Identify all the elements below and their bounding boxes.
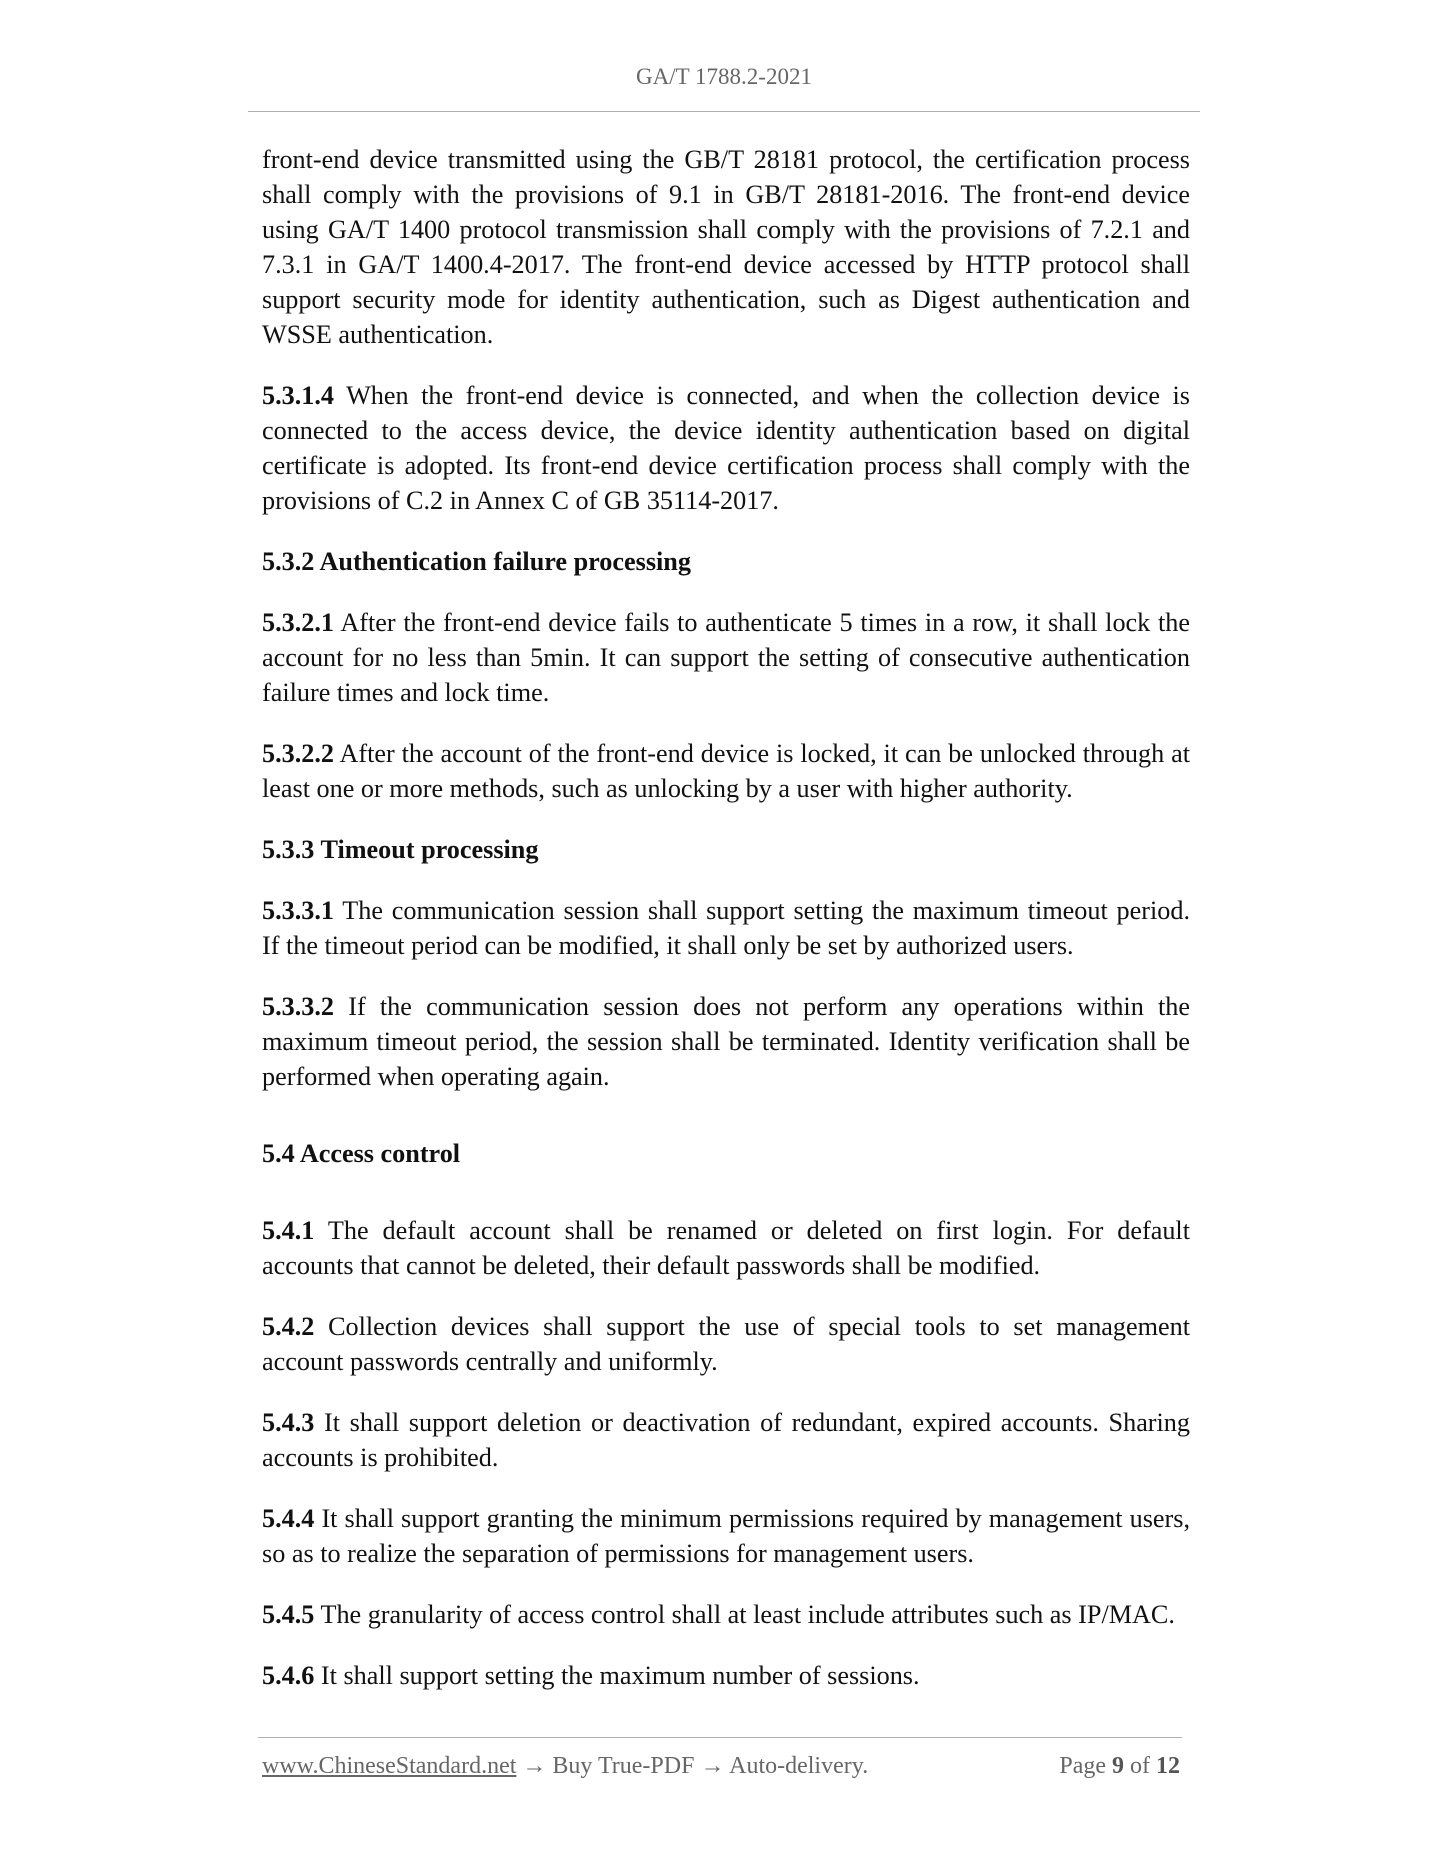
page-total: 12 xyxy=(1156,1753,1180,1779)
page-current: 9 xyxy=(1112,1753,1124,1779)
section-heading-5-3-3: 5.3.3 Timeout processing xyxy=(262,835,539,864)
clause-5-3-2-1 xyxy=(262,605,1190,710)
section-heading-5-4: 5.4 Access control xyxy=(262,1139,461,1168)
clause-5-4-3 xyxy=(262,1405,1190,1475)
clause-number: 5.3.2.2 xyxy=(262,739,335,768)
clause-number: 5.3.3.1 xyxy=(262,896,335,925)
clause-text: After the account of the front-end device is locked, it can be unlocked through at least one or more methods, such as unlocking by a user with higher authority. xyxy=(262,739,1190,803)
clause-text: If the communication session does not perform any operations within the maximum timeout period, the session shall be terminated. Identity verification shall be performed when operating again. xyxy=(262,992,1190,1091)
footer-divider xyxy=(258,1737,1182,1738)
clause-text: After the front-end device fails to authenticate 5 times in a row, it shall lock the account for no less than 5min. It can support the setting of consecutive authentication failure times and lock time. xyxy=(262,608,1190,707)
clause-number: 5.3.3.2 xyxy=(262,992,335,1021)
clause-number: 5.4.2 xyxy=(262,1312,315,1341)
clause-5-3-3-2 xyxy=(262,989,1190,1094)
clause-text: The default account shall be renamed or deleted on first login. For default accounts that cannot be deleted, their default passwords shall be modified. xyxy=(262,1216,1190,1280)
clause-text: The granularity of access control shall at least include attributes such as IP/MAC. xyxy=(314,1600,1175,1629)
clause-5-4-4 xyxy=(262,1501,1190,1571)
clause-5-3-2-2 xyxy=(262,736,1190,806)
clause-5-3-3-1 xyxy=(262,893,1190,963)
clause-number: 5.4.5 xyxy=(262,1600,315,1629)
document-id-header: GA/T 1788.2-2021 xyxy=(636,64,812,89)
clause-5-4-5 xyxy=(262,1597,1190,1632)
clause-number: 5.3.1.4 xyxy=(262,381,335,410)
page-indicator xyxy=(1059,1753,1180,1780)
clause-text: It shall support deletion or deactivation of redundant, expired accounts. Sharing accounts is prohibited. xyxy=(262,1408,1190,1472)
clause-text: Collection devices shall support the use of special tools to set management account passwords centrally and uniformly. xyxy=(262,1312,1190,1376)
footer-promo xyxy=(262,1753,868,1780)
footer-tagline: → Buy True-PDF → Auto-delivery. xyxy=(516,1753,869,1779)
clause-5-4-6 xyxy=(262,1658,1190,1693)
clause-5-3-1-4 xyxy=(262,378,1190,518)
clause-text: It shall support granting the minimum permissions required by management users, so as to realize the separation of permissions for management users. xyxy=(262,1504,1190,1568)
clause-text: It shall support setting the maximum number of sessions. xyxy=(314,1661,920,1690)
header-divider xyxy=(248,111,1200,112)
clause-5-4-1 xyxy=(262,1213,1190,1283)
clause-5-4-2 xyxy=(262,1309,1190,1379)
page-of-label: of xyxy=(1124,1753,1156,1779)
paragraph-intro: front-end device transmitted using the GB/T 28181 protocol, the certification process shall comply with the provisions of 9.1 in GB/T 28181-2016. The front-end device using GA/T 1400 protocol transmission shall comply with the provisions of 7.2.1 and 7.3.1 in GA/T 1400.4-2017. The front-end device accessed by HTTP protocol shall support security mode for identity authentication, such as Digest authentication and WSSE authentication. xyxy=(262,145,1190,349)
clause-number: 5.4.6 xyxy=(262,1661,315,1690)
clause-number: 5.3.2.1 xyxy=(262,608,335,637)
page-label: Page xyxy=(1059,1753,1112,1779)
clause-text: The communication session shall support setting the maximum timeout period. If the timeout period can be modified, it shall only be set by authorized users. xyxy=(262,896,1190,960)
site-link[interactable]: www.ChineseStandard.net xyxy=(262,1753,517,1779)
clause-number: 5.4.3 xyxy=(262,1408,315,1437)
clause-text: When the front-end device is connected, and when the collection device is connected to the access device, the device identity authentication based on digital certificate is adopted. Its front-end device certification process shall comply with the provisions of C.2 in Annex C of GB 35114-2017. xyxy=(262,381,1190,515)
page-body xyxy=(262,142,1190,1719)
clause-number: 5.4.4 xyxy=(262,1504,315,1533)
clause-number: 5.4.1 xyxy=(262,1216,315,1245)
section-heading-5-3-2: 5.3.2 Authentication failure processing xyxy=(262,547,691,576)
